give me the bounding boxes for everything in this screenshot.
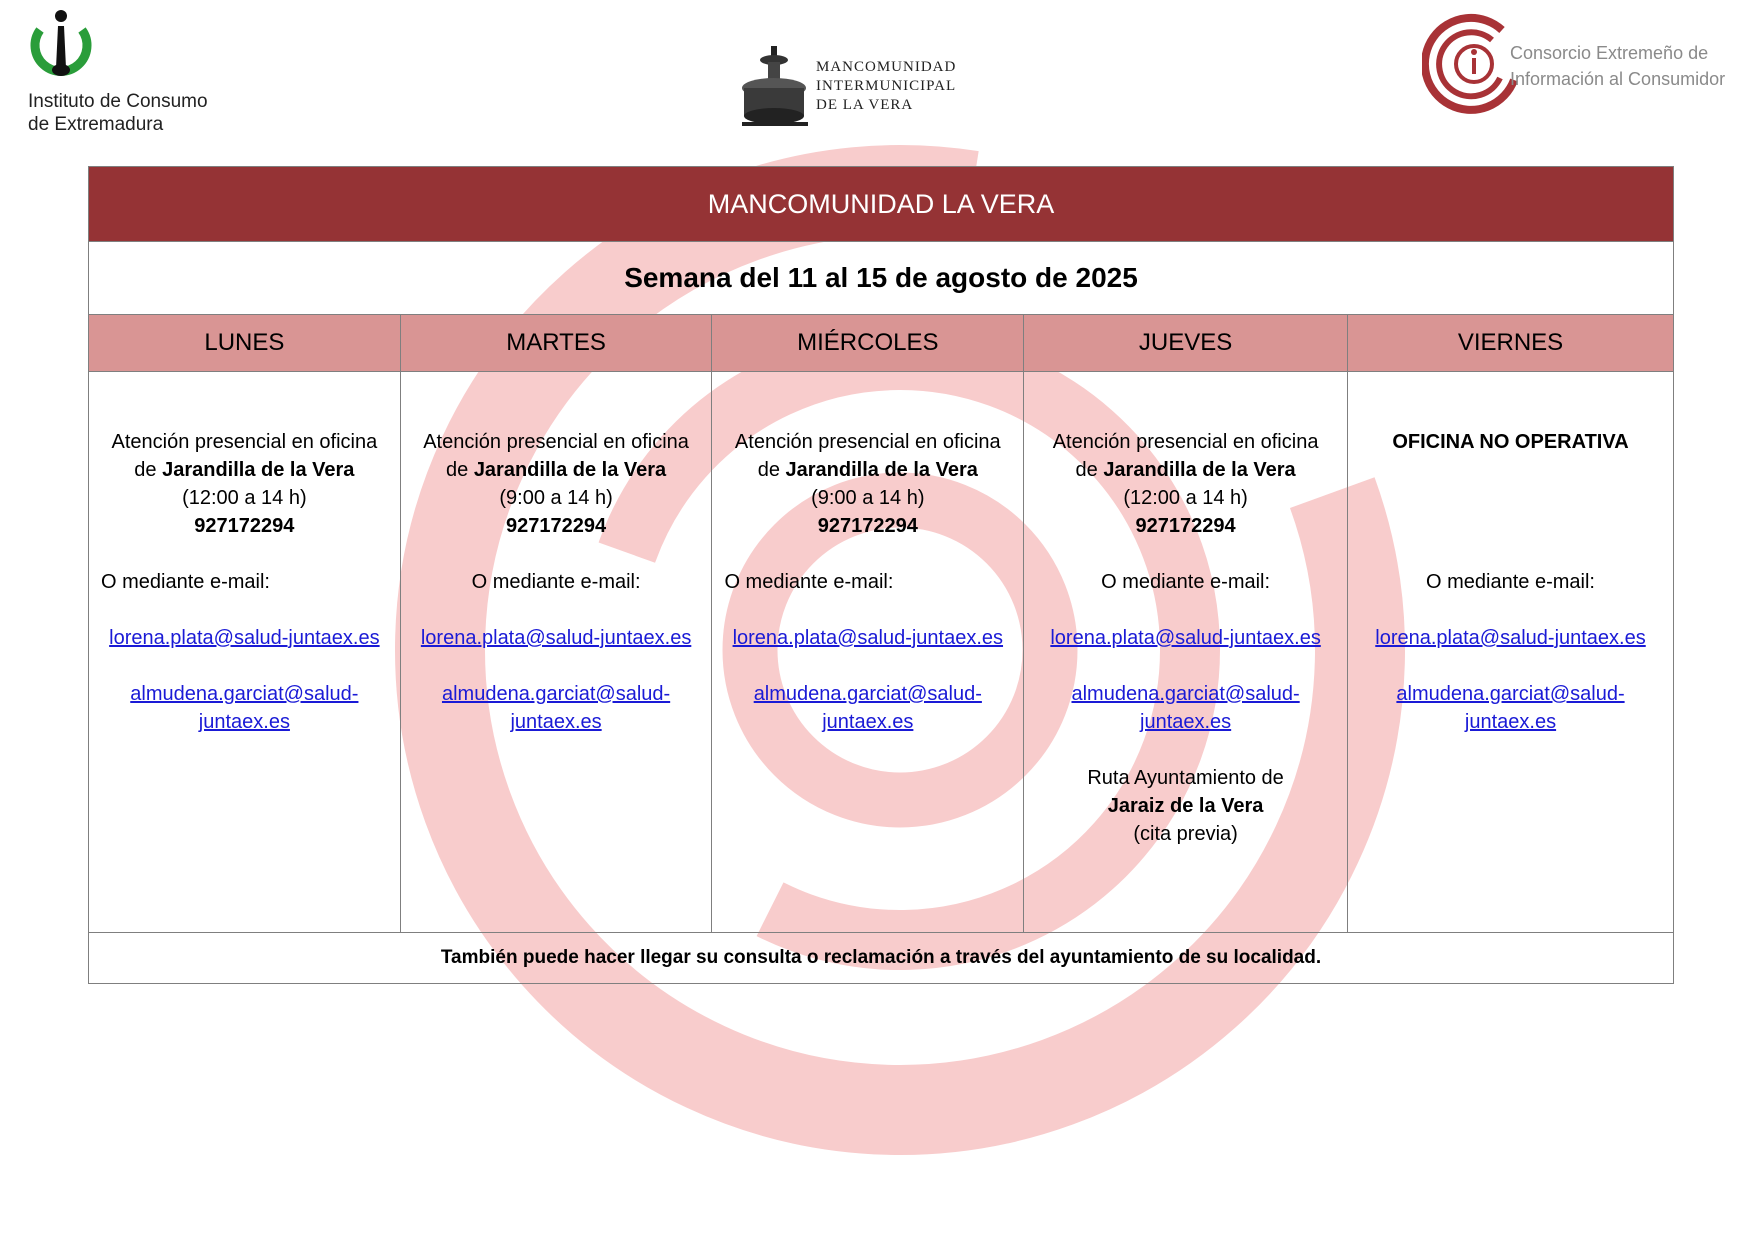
logo-center-line-2: INTERMUNICIPAL xyxy=(816,78,957,94)
phone-number: 927172294 xyxy=(194,515,295,537)
email-link-almudena[interactable]: almudena.garciat@salud- juntaex.es xyxy=(1071,683,1300,733)
route-appointment: (cita previa) xyxy=(1133,823,1238,845)
email-link-lorena[interactable]: lorena.plata@salud-juntaex.es xyxy=(1050,627,1321,649)
attention-text: Atención presencial en oficina xyxy=(423,431,689,453)
office-location: de Jarandilla de la Vera xyxy=(134,459,355,481)
email-label: O mediante e-mail: xyxy=(724,571,894,593)
logo-center-line-3: DE LA VERA xyxy=(816,97,914,113)
office-hours: (12:00 a 14 h) xyxy=(182,487,307,509)
footer-note: También puede hacer llegar su consulta o reclamación a través del ayuntamiento de su localidad. xyxy=(89,933,1674,984)
office-hours: (9:00 a 14 h) xyxy=(811,487,925,509)
day-cell-monday xyxy=(89,372,401,933)
instituto-consumo-icon xyxy=(26,6,96,86)
week-heading: Semana del 11 al 15 de agosto de 2025 xyxy=(89,242,1674,315)
route-text: Ruta Ayuntamiento de xyxy=(1087,767,1284,789)
email-link-lorena[interactable]: lorena.plata@salud-juntaex.es xyxy=(109,627,380,649)
table-title: MANCOMUNIDAD LA VERA xyxy=(89,167,1674,242)
logo-consorcio xyxy=(1422,12,1742,116)
route-location: Jaraiz de la Vera xyxy=(1107,795,1264,817)
day-cell-tuesday xyxy=(400,372,712,933)
day-header-thursday: JUEVES xyxy=(1024,315,1348,372)
phone-number: 927172294 xyxy=(506,515,607,537)
office-status: OFICINA NO OPERATIVA xyxy=(1392,431,1629,453)
schedule-table xyxy=(88,166,1674,984)
day-header-monday: LUNES xyxy=(89,315,401,372)
email-label: O mediante e-mail: xyxy=(1101,571,1271,593)
office-location: de Jarandilla de la Vera xyxy=(1075,459,1296,481)
office-hours: (12:00 a 14 h) xyxy=(1123,487,1248,509)
attention-text: Atención presencial en oficina xyxy=(734,431,1001,453)
logo-mancomunidad xyxy=(738,44,978,130)
email-label: O mediante e-mail: xyxy=(1426,571,1595,593)
day-header-wednesday: MIÉRCOLES xyxy=(712,315,1024,372)
attention-text: Atención presencial en oficina xyxy=(111,431,378,453)
day-cell-friday xyxy=(1348,372,1674,933)
logo-center-line-1: MANCOMUNIDAD xyxy=(816,59,957,75)
office-location: de Jarandilla de la Vera xyxy=(757,459,978,481)
day-cell-thursday xyxy=(1024,372,1348,933)
office-hours: (9:00 a 14 h) xyxy=(499,487,613,509)
email-label: O mediante e-mail: xyxy=(471,571,641,593)
day-header-friday: VIERNES xyxy=(1348,315,1674,372)
email-link-almudena[interactable]: almudena.garciat@salud- juntaex.es xyxy=(130,683,359,733)
attention-text: Atención presencial en oficina xyxy=(1052,431,1319,453)
email-link-almudena[interactable]: almudena.garciat@salud- juntaex.es xyxy=(1396,683,1625,733)
logo-left-line-1: Instituto de Consumo xyxy=(28,91,208,112)
fountain-icon xyxy=(738,44,812,130)
email-link-lorena[interactable]: lorena.plata@salud-juntaex.es xyxy=(732,627,1004,649)
header-logos xyxy=(0,0,1755,140)
logo-instituto-consumo xyxy=(26,6,226,136)
logo-right-line-1: Consorcio Extremeño de xyxy=(1510,43,1709,63)
day-cell-wednesday xyxy=(712,372,1024,933)
office-location: de Jarandilla de la Vera xyxy=(446,459,667,481)
email-link-almudena[interactable]: almudena.garciat@salud- juntaex.es xyxy=(441,683,671,733)
email-label: O mediante e-mail: xyxy=(101,571,270,593)
logo-left-line-2: de Extremadura xyxy=(28,114,164,135)
phone-number: 927172294 xyxy=(817,515,918,537)
day-header-tuesday: MARTES xyxy=(400,315,712,372)
phone-number: 927172294 xyxy=(1135,515,1236,537)
email-link-almudena[interactable]: almudena.garciat@salud- juntaex.es xyxy=(753,683,982,733)
email-link-lorena[interactable]: lorena.plata@salud-juntaex.es xyxy=(1375,627,1646,649)
email-link-lorena[interactable]: lorena.plata@salud-juntaex.es xyxy=(420,627,692,649)
logo-right-line-2: Información al Consumidor xyxy=(1510,69,1726,89)
